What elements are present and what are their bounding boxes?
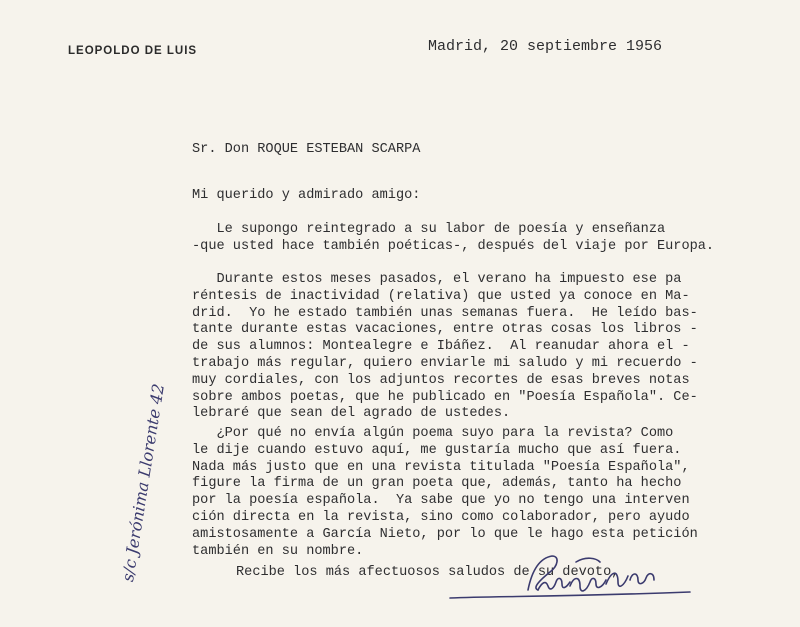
text-line: ¿Por qué no envía algún poema suyo para la revista? Como xyxy=(192,426,674,441)
text-line: muy cordiales, con los adjuntos recortes de esas breves notas xyxy=(192,372,690,388)
text-line: le dije cuando estuvo aquí, me gustaría mucho que así fuera. xyxy=(192,442,682,458)
text-line: Durante estos meses pasados, el verano ha impuesto ese pa xyxy=(192,272,682,287)
text-line: por la poesía española. Ya sabe que yo no tengo una interven xyxy=(192,493,690,509)
text-line: de sus alumnos: Montealegre e Ibáñez. Al reanudar ahora el - xyxy=(192,339,690,355)
text-line: lebraré que sean del agrado de ustedes. xyxy=(192,406,511,422)
text-line: trabajo más regular, quiero enviarle mi saludo y mi recuerdo - xyxy=(192,355,698,371)
text-line: Nada más justo que en una revista titulada "Poesía Española", xyxy=(192,459,690,475)
recipient-line: Sr. Don ROQUE ESTEBAN SCARPA xyxy=(192,142,421,157)
paragraph-1 xyxy=(192,222,714,256)
text-line: también en su nombre. xyxy=(192,543,364,559)
greeting-line: Mi querido y admirado amigo: xyxy=(192,188,421,203)
text-line: amistosamente a García Nieto, por lo que le hago esta petición xyxy=(192,526,698,542)
text-line: tante durante estas vacaciones, entre otras cosas los libros - xyxy=(192,322,698,338)
paragraph-3 xyxy=(192,426,698,560)
text-line: Le supongo reintegrado a su labor de poesía y enseñanza xyxy=(192,222,666,237)
text-line: figure la firma de un gran poeta que, además, tanto ha hecho xyxy=(192,476,682,492)
text-line: ción directa en la revista, sino como colaborador, pero ayudo xyxy=(192,509,690,525)
text-line: réntesis de inactividad (relativa) que usted ya conoce en Ma- xyxy=(192,288,690,304)
handwritten-margin-note: s/c Jerónima Llorente 42 xyxy=(118,382,169,583)
letter-date: Madrid, 20 septiembre 1956 xyxy=(428,38,663,55)
text-line: -que usted hace también poéticas-, después del viaje por Europa. xyxy=(192,238,715,254)
signature-icon xyxy=(440,550,700,605)
closing-line: Recibe los más afectuosos saludos de su devoto, xyxy=(236,565,620,580)
text-line: sobre ambos poetas, que he publicado en "Poesía Española". Ce- xyxy=(192,389,698,405)
letterhead: LEOPOLDO DE LUIS xyxy=(68,45,198,57)
text-line: drid. Yo he estado también unas semanas fuera. He leído bas- xyxy=(192,305,698,321)
paragraph-2 xyxy=(192,272,698,423)
